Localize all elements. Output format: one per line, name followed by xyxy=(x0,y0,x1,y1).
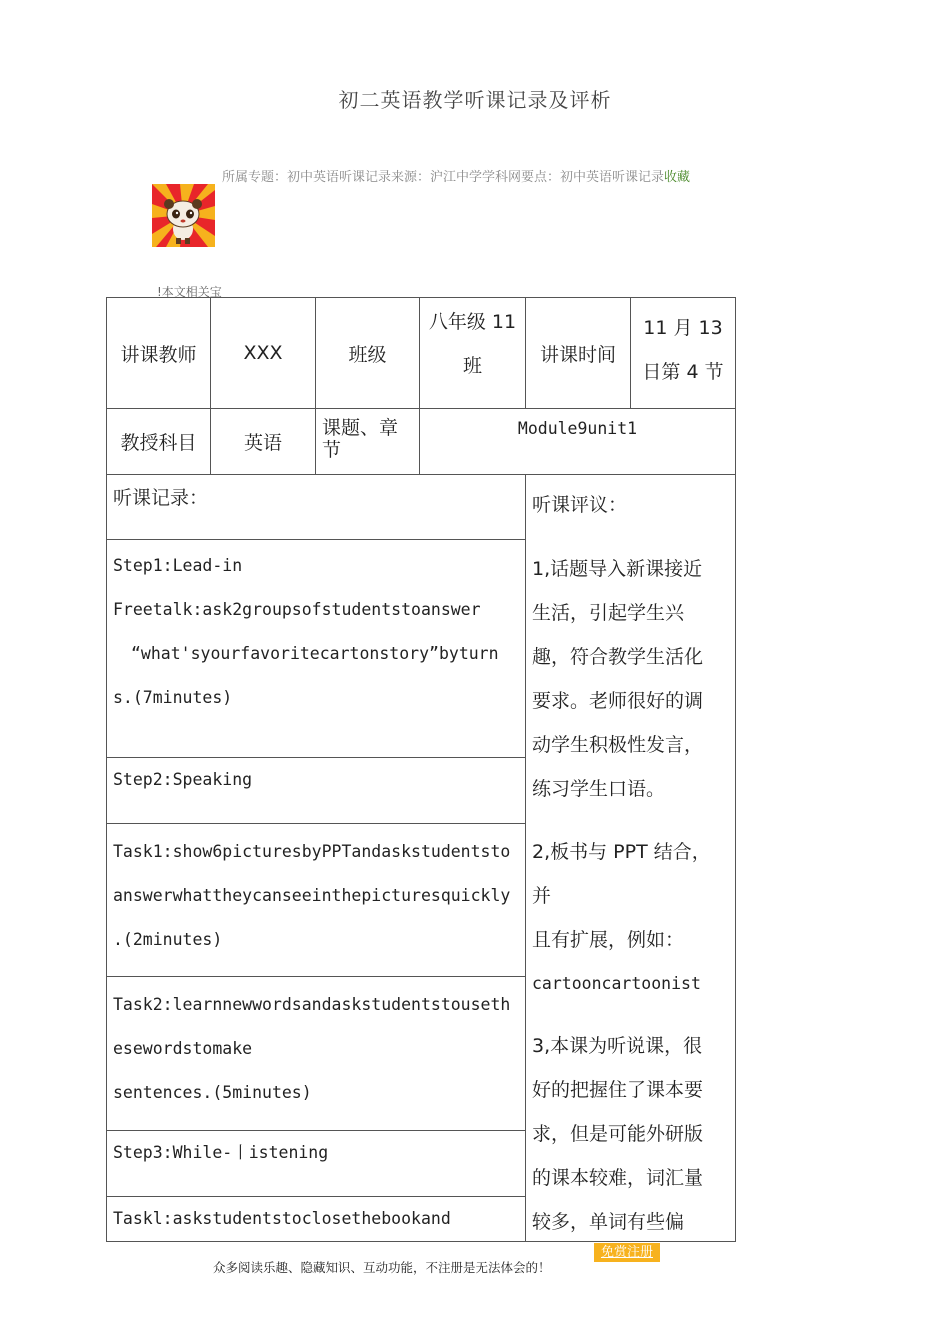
record-step2 xyxy=(106,757,526,824)
review-line: 并 xyxy=(532,885,552,907)
topic-label-line2: 节 xyxy=(322,439,342,461)
record-line: Taskl:askstudentstoclosethebookand xyxy=(113,1209,451,1228)
record-line: esewordstomake xyxy=(113,1039,253,1058)
record-line: answerwhattheycanseeinthepicturesquickly xyxy=(113,886,511,905)
record-step3 xyxy=(106,1130,526,1197)
page-title: 初二英语教学听课记录及评析 xyxy=(338,88,612,112)
review-line: 3,本课为听说课，很 xyxy=(532,1035,703,1057)
time-value-line1: 11 月 13 xyxy=(643,317,723,339)
record-task1-listening xyxy=(106,1196,526,1242)
review-line: 2,板书与 PPT 结合， xyxy=(532,841,711,863)
topic-value: Module9unit1 xyxy=(419,408,736,475)
class-value xyxy=(419,297,526,409)
footer-notice: 众多阅读乐趣、隐藏知识、互动功能，不注册是无法体会的！ xyxy=(213,1260,551,1275)
review-label: 听课评议： xyxy=(532,494,628,516)
teacher-value: XXX xyxy=(210,297,316,409)
record-task1 xyxy=(106,823,526,977)
meta-text: 所属专题：初中英语听课记录来源：沪江中学学科网要点：初中英语听课记录 xyxy=(222,170,665,185)
review-line: 且有扩展，例如： xyxy=(532,929,685,951)
topic-label xyxy=(315,408,420,475)
record-line: sentences.(5minutes) xyxy=(113,1083,312,1102)
lesson-record-table xyxy=(106,297,736,1242)
review-column xyxy=(525,474,736,1242)
review-line: 要求。老师很好的调 xyxy=(532,690,704,712)
meta-line xyxy=(222,166,690,185)
register-button[interactable]: 免赏注册 xyxy=(594,1243,660,1262)
record-line: s.(7minutes) xyxy=(113,688,233,707)
review-line: 练习学生口语。 xyxy=(532,778,666,800)
review-line: 较多，单词有些偏 xyxy=(532,1211,685,1233)
review-line: 好的把握住了课本要 xyxy=(532,1079,704,1101)
clipped-related-text: !本文相关宝 xyxy=(157,285,222,299)
review-line: 的课本较难，词汇量 xyxy=(532,1167,704,1189)
record-line: Step3:While-丨istening xyxy=(113,1143,329,1162)
record-line: Task1:show6picturesbyPPTandaskstudentsto xyxy=(113,842,511,861)
record-line: Freetalk:ask2groupsofstudentstoanswer xyxy=(113,600,481,619)
review-line: 趣，符合教学生活化 xyxy=(532,646,704,668)
record-line: .(2minutes) xyxy=(113,930,223,949)
review-line: 生活，引起学生兴 xyxy=(532,602,685,624)
subject-label: 教授科目 xyxy=(106,408,211,475)
subject-value: 英语 xyxy=(210,408,316,475)
cartoon-panda-avatar-icon xyxy=(152,184,215,247)
time-value xyxy=(630,297,736,409)
record-line: Step2:Speaking xyxy=(113,770,253,789)
record-line: Task2:learnnewwordsandaskstudentstouseth xyxy=(113,995,511,1014)
time-label: 讲课时间 xyxy=(525,297,631,409)
review-line: cartooncartoonist xyxy=(532,974,701,993)
record-line: “what'syourfavoritecartonstory”byturn xyxy=(131,644,499,663)
record-task2 xyxy=(106,976,526,1131)
topic-label-line1: 课题、章 xyxy=(322,417,399,439)
teacher-label: 讲课教师 xyxy=(106,297,211,409)
class-label: 班级 xyxy=(315,297,420,409)
record-line: Step1:Lead-in xyxy=(113,556,243,575)
review-line: 动学生积极性发言， xyxy=(532,734,704,756)
review-line: 1,话题导入新课接近 xyxy=(532,558,703,580)
class-value-line1: 八年级 11 xyxy=(428,311,517,333)
record-step1 xyxy=(106,539,526,758)
record-label: 听课记录： xyxy=(106,474,526,540)
time-value-line2: 日第 4 节 xyxy=(642,361,724,383)
class-value-line2: 班 xyxy=(462,355,482,377)
review-line: 求，但是可能外研版 xyxy=(532,1123,704,1145)
favorite-link[interactable]: 收藏 xyxy=(664,170,691,185)
